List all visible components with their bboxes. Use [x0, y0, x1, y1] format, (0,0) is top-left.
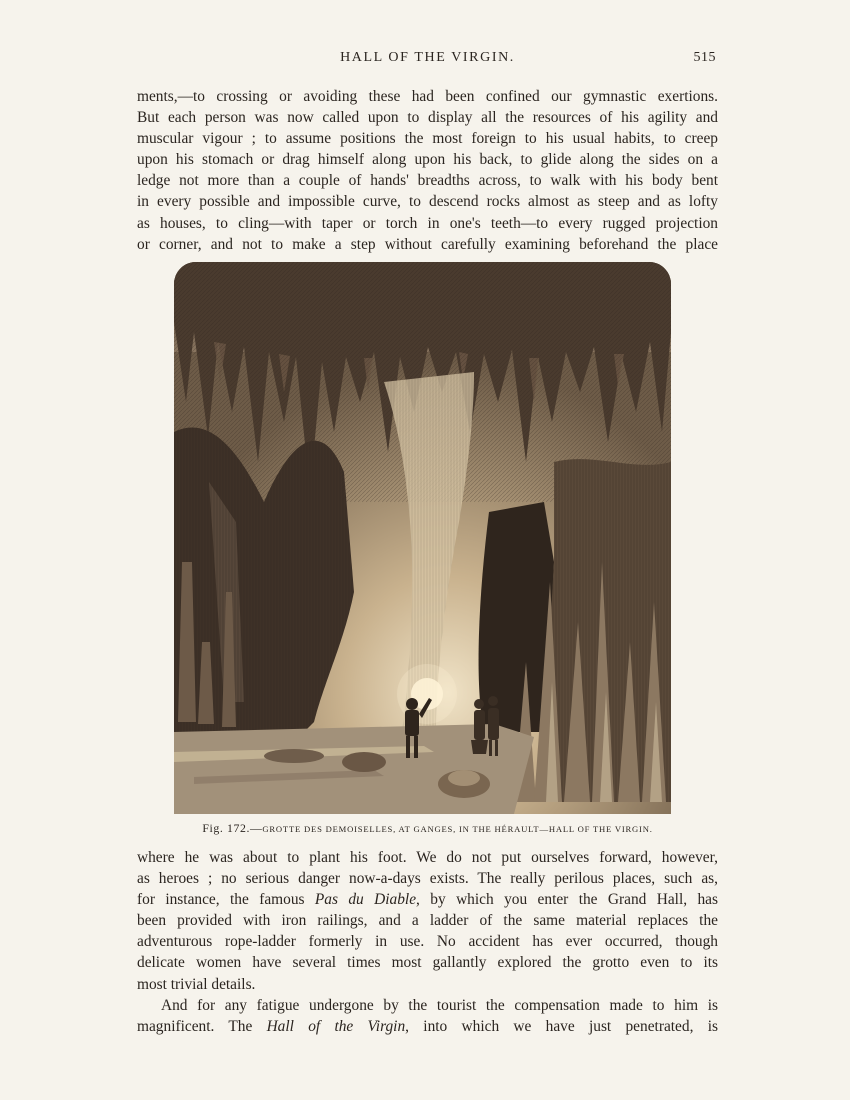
italic-term: Pas du Diable [314, 891, 417, 909]
italic-term: Hall of the Virgin [266, 1017, 406, 1035]
running-title: HALL OF THE VIRGIN. [340, 50, 515, 65]
text-line: in every possible and impossible curve, to descend rocks almost as steep and as lofty [137, 193, 718, 211]
text-line [137, 1016, 718, 1037]
caption-fig-number: Fig. 172.— [202, 821, 263, 835]
page-number: 515 [693, 50, 716, 65]
cave-engraving [174, 262, 671, 814]
top-paragraph [137, 86, 718, 255]
text-line: or corner, and not to make a step without carefully examining beforehand the place [137, 235, 718, 253]
running-head [137, 48, 718, 72]
text-line: delicate women have several times most gallantly explored the grotto even to its [137, 954, 718, 972]
text-line: as houses, to cling—with taper or torch in one's teeth—to every rugged projection [137, 214, 718, 232]
bottom-paragraph-1 [137, 847, 718, 995]
figure-caption [137, 821, 718, 836]
text-line: upon his stomach or drag himself along upon his back, to glide along the sides on a [137, 151, 718, 169]
caption-location: GROTTE DES DEMOISELLES, AT GANGES, IN THE HÉRAULT [262, 824, 540, 834]
text-line: where he was about to plant his foot. We do not put ourselves forward, however, [137, 849, 718, 866]
text-line: as heroes ; no serious danger now-a-days exists. The really perilous places, such as, [137, 870, 718, 888]
text-line: adventurous rope-ladder formerly in use. No accident has ever occurred, though [137, 933, 718, 951]
text-line: And for any fatigue undergone by the tourist the compensation made to him is [161, 996, 718, 1014]
bottom-paragraph-2 [137, 995, 718, 1037]
bottom-text [137, 847, 718, 1037]
text-run: magnificent. The [137, 1017, 253, 1035]
text-line: most trivial details. [137, 975, 256, 993]
text-line: ments,—to crossing or avoiding these had been confined our gymnastic exertions. [137, 88, 718, 105]
text-line [137, 889, 718, 910]
text-run: , into which we have just penetrated, is [405, 1017, 718, 1035]
text-line: muscular vigour ; to assume positions the most foreign to his usual habits, to creep [137, 130, 718, 148]
text-run: , by which you enter the Grand Hall, has [416, 891, 718, 909]
caption-hall: —HALL OF THE VIRGIN. [539, 824, 653, 834]
text-run: for instance, the famous [137, 891, 305, 909]
text-line: been provided with iron railings, and a ladder of the same material replaces the [137, 912, 718, 930]
text-line: ledge not more than a couple of hands' breadths across, to walk with his body bent [137, 172, 718, 190]
text-line: But each person was now called upon to display all the resources of his agility and [137, 109, 718, 127]
